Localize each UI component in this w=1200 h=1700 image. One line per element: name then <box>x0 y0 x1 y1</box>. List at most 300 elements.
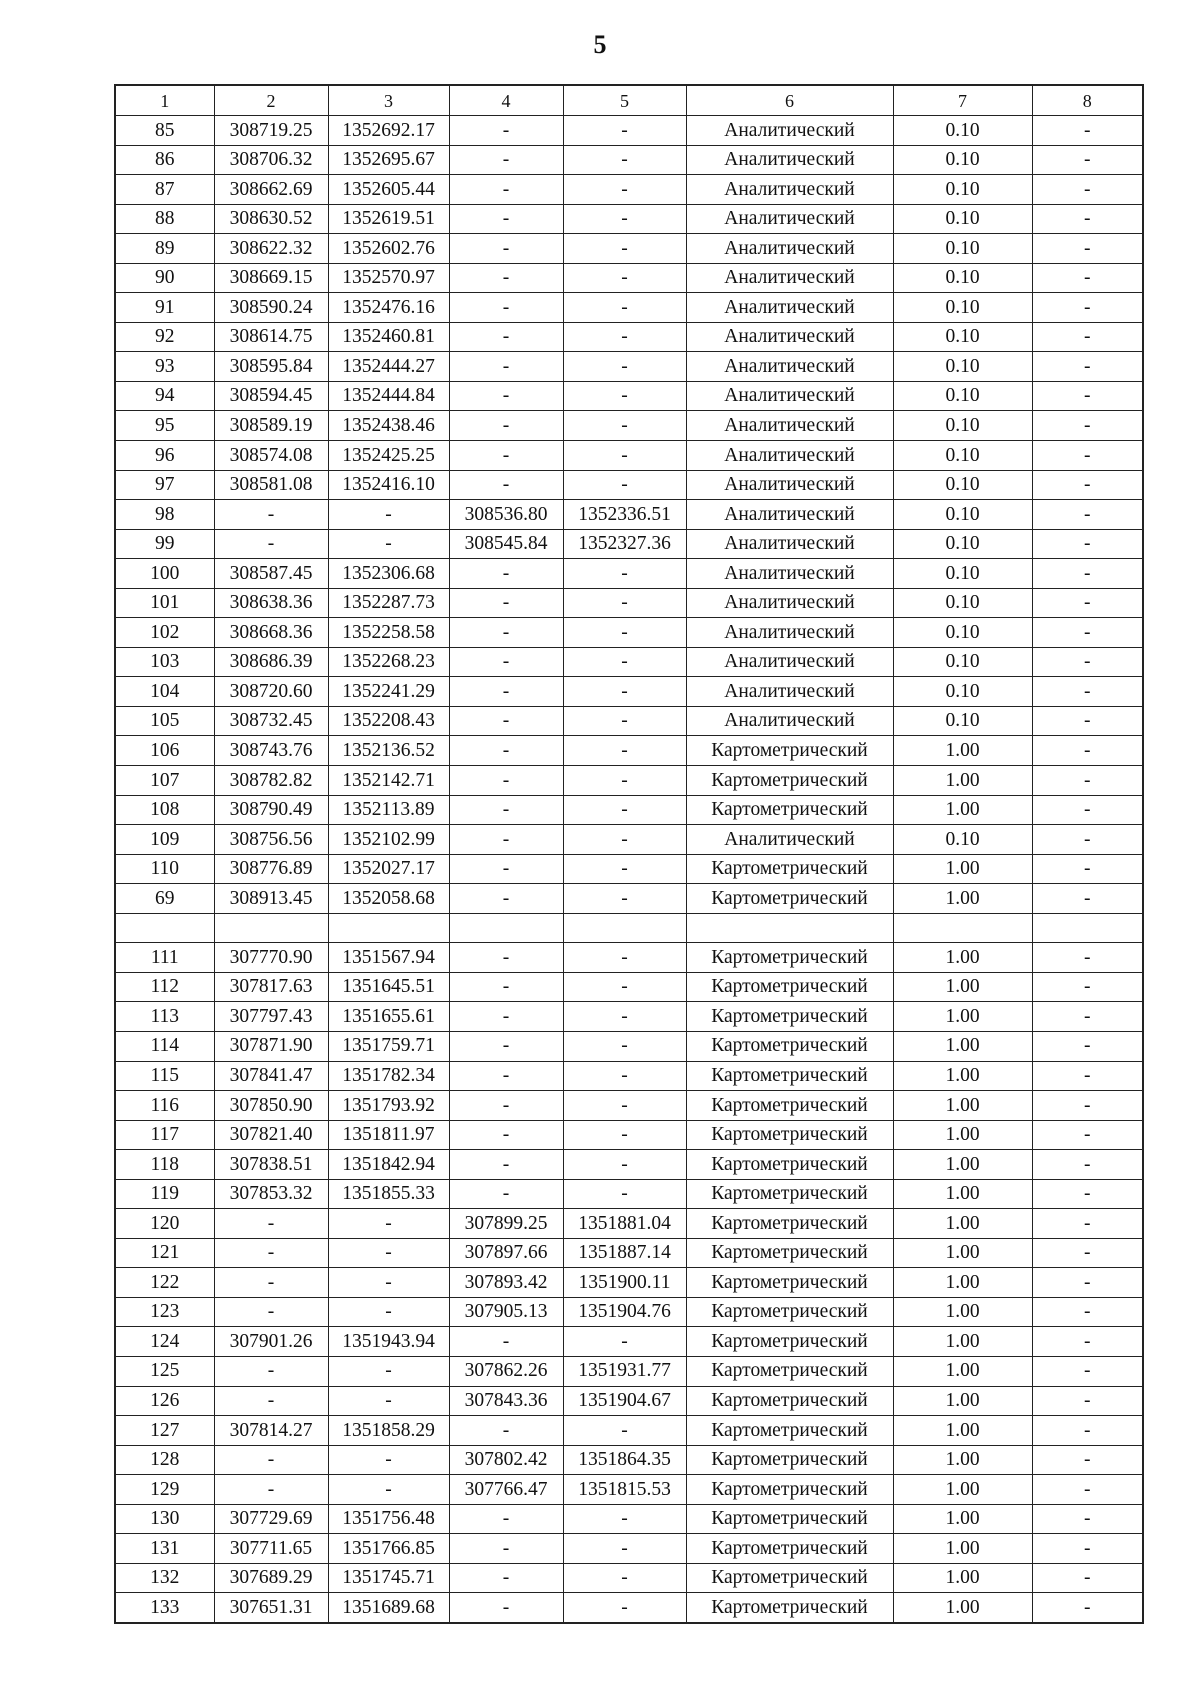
description-cell: - <box>1032 854 1143 884</box>
accuracy-cell: 1.00 <box>893 1475 1032 1505</box>
x-coordinate-cell: - <box>214 1445 328 1475</box>
y-coordinate-cell: - <box>328 1209 449 1239</box>
table-row <box>115 411 1143 441</box>
column-header: 7 <box>893 85 1032 116</box>
point-number-cell: 118 <box>115 1150 214 1180</box>
table-row <box>115 1031 1143 1061</box>
description-cell: - <box>1032 352 1143 382</box>
y-coordinate-cell: 1351759.71 <box>328 1031 449 1061</box>
x-coordinate-cell: 308614.75 <box>214 322 328 352</box>
accuracy-cell: 1.00 <box>893 736 1032 766</box>
x-coordinate-cell: - <box>214 1238 328 1268</box>
description-cell: - <box>1032 1416 1143 1446</box>
table-row <box>115 381 1143 411</box>
accuracy-cell: 0.10 <box>893 116 1032 146</box>
accuracy-cell: 1.00 <box>893 943 1032 973</box>
x-alt-coordinate-cell: - <box>449 145 563 175</box>
table-row <box>115 529 1143 559</box>
accuracy-cell: 1.00 <box>893 1209 1032 1239</box>
x-alt-coordinate-cell: - <box>449 352 563 382</box>
y-alt-coordinate-cell: - <box>563 618 686 648</box>
point-number-cell: 122 <box>115 1268 214 1298</box>
y-alt-coordinate-cell: 1351904.67 <box>563 1386 686 1416</box>
accuracy-cell: 1.00 <box>893 1534 1032 1564</box>
y-alt-coordinate-cell: - <box>563 234 686 264</box>
x-alt-coordinate-cell: 307766.47 <box>449 1475 563 1505</box>
y-coordinate-cell: 1352602.76 <box>328 234 449 264</box>
description-cell: - <box>1032 618 1143 648</box>
y-coordinate-cell: 1352425.25 <box>328 441 449 471</box>
x-alt-coordinate-cell: - <box>449 116 563 146</box>
point-number-cell: 105 <box>115 706 214 736</box>
x-coordinate-cell: 307871.90 <box>214 1031 328 1061</box>
method-cell: Картометрический <box>686 1504 893 1534</box>
y-alt-coordinate-cell: - <box>563 1150 686 1180</box>
method-cell: Картометрический <box>686 972 893 1002</box>
description-cell: - <box>1032 1297 1143 1327</box>
y-alt-coordinate-cell: - <box>563 1002 686 1032</box>
description-cell: - <box>1032 1120 1143 1150</box>
x-coordinate-cell: 308776.89 <box>214 854 328 884</box>
accuracy-cell: 0.10 <box>893 559 1032 589</box>
y-coordinate-cell: 1352058.68 <box>328 884 449 914</box>
point-number-cell: 110 <box>115 854 214 884</box>
accuracy-cell: 1.00 <box>893 1386 1032 1416</box>
description-cell: - <box>1032 1091 1143 1121</box>
x-alt-coordinate-cell: - <box>449 1416 563 1446</box>
method-cell: Аналитический <box>686 825 893 855</box>
column-header: 1 <box>115 85 214 116</box>
x-coordinate-cell: - <box>214 1209 328 1239</box>
table-row <box>115 1327 1143 1357</box>
x-coordinate-cell: 307729.69 <box>214 1504 328 1534</box>
method-cell: Картометрический <box>686 1297 893 1327</box>
point-number-cell: 88 <box>115 204 214 234</box>
y-alt-coordinate-cell: - <box>563 706 686 736</box>
accuracy-cell: 0.10 <box>893 529 1032 559</box>
description-cell: - <box>1032 411 1143 441</box>
x-alt-coordinate-cell: - <box>449 972 563 1002</box>
point-number-cell: 128 <box>115 1445 214 1475</box>
method-cell: Картометрический <box>686 1563 893 1593</box>
method-cell: Картометрический <box>686 1268 893 1298</box>
method-cell: Аналитический <box>686 204 893 234</box>
accuracy-cell: 1.00 <box>893 1563 1032 1593</box>
point-number-cell: 86 <box>115 145 214 175</box>
method-cell: Картометрический <box>686 1593 893 1623</box>
table-row <box>115 204 1143 234</box>
x-coordinate-cell: 307770.90 <box>214 943 328 973</box>
x-coordinate-cell: 308913.45 <box>214 884 328 914</box>
accuracy-cell: 1.00 <box>893 972 1032 1002</box>
y-coordinate-cell: 1351782.34 <box>328 1061 449 1091</box>
y-alt-coordinate-cell: - <box>563 647 686 677</box>
point-number-cell: 97 <box>115 470 214 500</box>
x-coordinate-cell: - <box>214 1475 328 1505</box>
y-coordinate-cell: 1352142.71 <box>328 766 449 796</box>
x-coordinate-cell: 308743.76 <box>214 736 328 766</box>
y-alt-coordinate-cell: - <box>563 381 686 411</box>
y-alt-coordinate-cell: - <box>563 352 686 382</box>
y-coordinate-cell: 1352113.89 <box>328 795 449 825</box>
method-cell: Аналитический <box>686 647 893 677</box>
method-cell: Аналитический <box>686 470 893 500</box>
method-cell: Аналитический <box>686 116 893 146</box>
table-row <box>115 943 1143 973</box>
point-number-cell: 102 <box>115 618 214 648</box>
description-cell: - <box>1032 884 1143 914</box>
table-row <box>115 1002 1143 1032</box>
x-alt-coordinate-cell: - <box>449 647 563 677</box>
description-cell: - <box>1032 677 1143 707</box>
x-alt-coordinate-cell: - <box>449 1002 563 1032</box>
table-body <box>115 85 1143 1623</box>
x-coordinate-cell: 308587.45 <box>214 559 328 589</box>
method-cell: Аналитический <box>686 441 893 471</box>
x-alt-coordinate-cell: - <box>449 884 563 914</box>
x-alt-coordinate-cell: - <box>449 411 563 441</box>
point-number-cell: 119 <box>115 1179 214 1209</box>
description-cell: - <box>1032 1386 1143 1416</box>
point-number-cell: 114 <box>115 1031 214 1061</box>
method-cell: Картометрический <box>686 854 893 884</box>
y-alt-coordinate-cell: - <box>563 1091 686 1121</box>
table-row <box>115 1268 1143 1298</box>
description-cell: - <box>1032 1327 1143 1357</box>
accuracy-cell: 0.10 <box>893 441 1032 471</box>
x-coordinate-cell: 307689.29 <box>214 1563 328 1593</box>
x-coordinate-cell: 307853.32 <box>214 1179 328 1209</box>
x-alt-coordinate-cell: - <box>449 234 563 264</box>
table-row <box>115 1416 1143 1446</box>
y-coordinate-cell: 1351567.94 <box>328 943 449 973</box>
x-alt-coordinate-cell: - <box>449 1593 563 1623</box>
x-alt-coordinate-cell: 307802.42 <box>449 1445 563 1475</box>
x-alt-coordinate-cell: - <box>449 766 563 796</box>
method-cell: Картометрический <box>686 943 893 973</box>
y-coordinate-cell: 1352444.27 <box>328 352 449 382</box>
method-cell: Аналитический <box>686 529 893 559</box>
method-cell: Картометрический <box>686 1091 893 1121</box>
method-cell: Аналитический <box>686 411 893 441</box>
coordinates-table <box>114 84 1144 1624</box>
method-cell: Картометрический <box>686 1534 893 1564</box>
x-alt-coordinate-cell: - <box>449 1061 563 1091</box>
table-row <box>115 500 1143 530</box>
accuracy-cell: 1.00 <box>893 1593 1032 1623</box>
x-coordinate-cell: 308720.60 <box>214 677 328 707</box>
y-coordinate-cell: 1352416.10 <box>328 470 449 500</box>
point-number-cell: 104 <box>115 677 214 707</box>
x-coordinate-cell: 308732.45 <box>214 706 328 736</box>
table-row <box>115 1386 1143 1416</box>
table-row <box>115 1475 1143 1505</box>
method-cell: Картометрический <box>686 1120 893 1150</box>
x-coordinate-cell: 308589.19 <box>214 411 328 441</box>
y-alt-coordinate-cell: - <box>563 1120 686 1150</box>
x-alt-coordinate-cell: - <box>449 677 563 707</box>
x-coordinate-cell: 308790.49 <box>214 795 328 825</box>
y-coordinate-cell: - <box>328 529 449 559</box>
point-number-cell: 87 <box>115 175 214 205</box>
y-alt-coordinate-cell: - <box>563 470 686 500</box>
table-row <box>115 1179 1143 1209</box>
method-cell: Аналитический <box>686 706 893 736</box>
point-number-cell: 93 <box>115 352 214 382</box>
x-coordinate-cell: 308581.08 <box>214 470 328 500</box>
table-row <box>115 913 1143 943</box>
column-header: 2 <box>214 85 328 116</box>
y-coordinate-cell: 1352268.23 <box>328 647 449 677</box>
x-alt-coordinate-cell: - <box>449 175 563 205</box>
table-row <box>115 1297 1143 1327</box>
x-coordinate-cell: 308574.08 <box>214 441 328 471</box>
y-alt-coordinate-cell: - <box>563 204 686 234</box>
y-coordinate-cell: 1352306.68 <box>328 559 449 589</box>
x-alt-coordinate-cell: 307843.36 <box>449 1386 563 1416</box>
x-alt-coordinate-cell: - <box>449 943 563 973</box>
y-alt-coordinate-cell: - <box>563 441 686 471</box>
y-alt-coordinate-cell: - <box>563 293 686 323</box>
y-alt-coordinate-cell: - <box>563 854 686 884</box>
description-cell: - <box>1032 322 1143 352</box>
accuracy-cell: 1.00 <box>893 1091 1032 1121</box>
x-coordinate-cell: 307711.65 <box>214 1534 328 1564</box>
accuracy-cell: 0.10 <box>893 470 1032 500</box>
description-cell: - <box>1032 441 1143 471</box>
y-coordinate-cell: 1351793.92 <box>328 1091 449 1121</box>
y-alt-coordinate-cell: - <box>563 1563 686 1593</box>
table-row <box>115 647 1143 677</box>
point-number-cell: 113 <box>115 1002 214 1032</box>
accuracy-cell: 1.00 <box>893 884 1032 914</box>
point-number-cell: 100 <box>115 559 214 589</box>
accuracy-cell: 1.00 <box>893 1504 1032 1534</box>
y-coordinate-cell: 1352692.17 <box>328 116 449 146</box>
x-coordinate-cell: 308782.82 <box>214 766 328 796</box>
y-coordinate-cell: 1351655.61 <box>328 1002 449 1032</box>
description-cell <box>1032 913 1143 943</box>
y-coordinate-cell: 1352476.16 <box>328 293 449 323</box>
x-coordinate-cell: 308595.84 <box>214 352 328 382</box>
y-coordinate-cell: 1351811.97 <box>328 1120 449 1150</box>
x-coordinate-cell: 308630.52 <box>214 204 328 234</box>
accuracy-cell: 1.00 <box>893 1238 1032 1268</box>
y-coordinate-cell: - <box>328 1297 449 1327</box>
description-cell: - <box>1032 529 1143 559</box>
x-coordinate-cell: - <box>214 1268 328 1298</box>
y-coordinate-cell: 1352287.73 <box>328 588 449 618</box>
x-coordinate-cell: 308686.39 <box>214 647 328 677</box>
table-row <box>115 1238 1143 1268</box>
description-cell: - <box>1032 1445 1143 1475</box>
x-coordinate-cell: 308662.69 <box>214 175 328 205</box>
y-alt-coordinate-cell: - <box>563 943 686 973</box>
description-cell: - <box>1032 766 1143 796</box>
column-header: 8 <box>1032 85 1143 116</box>
point-number-cell: 108 <box>115 795 214 825</box>
table-row <box>115 1445 1143 1475</box>
x-coordinate-cell: - <box>214 1386 328 1416</box>
method-cell: Картометрический <box>686 1209 893 1239</box>
method-cell: Картометрический <box>686 1327 893 1357</box>
table-row <box>115 470 1143 500</box>
point-number-cell: 124 <box>115 1327 214 1357</box>
table-row <box>115 1593 1143 1623</box>
description-cell: - <box>1032 1593 1143 1623</box>
x-coordinate-cell: 308590.24 <box>214 293 328 323</box>
accuracy-cell: 0.10 <box>893 411 1032 441</box>
accuracy-cell: 0.10 <box>893 500 1032 530</box>
accuracy-cell: 0.10 <box>893 322 1032 352</box>
x-alt-coordinate-cell: - <box>449 825 563 855</box>
x-coordinate-cell: 307817.63 <box>214 972 328 1002</box>
method-cell: Картометрический <box>686 1445 893 1475</box>
x-alt-coordinate-cell <box>449 913 563 943</box>
x-alt-coordinate-cell: 307893.42 <box>449 1268 563 1298</box>
accuracy-cell: 0.10 <box>893 293 1032 323</box>
y-alt-coordinate-cell: - <box>563 116 686 146</box>
x-coordinate-cell <box>214 913 328 943</box>
accuracy-cell: 1.00 <box>893 1002 1032 1032</box>
description-cell: - <box>1032 234 1143 264</box>
description-cell: - <box>1032 588 1143 618</box>
method-cell: Аналитический <box>686 293 893 323</box>
point-number-cell: 99 <box>115 529 214 559</box>
method-cell: Аналитический <box>686 322 893 352</box>
x-coordinate-cell: - <box>214 529 328 559</box>
x-coordinate-cell: 308756.56 <box>214 825 328 855</box>
x-coordinate-cell: 308719.25 <box>214 116 328 146</box>
table-row <box>115 145 1143 175</box>
column-header: 4 <box>449 85 563 116</box>
y-alt-coordinate-cell: - <box>563 884 686 914</box>
x-alt-coordinate-cell: 308536.80 <box>449 500 563 530</box>
description-cell: - <box>1032 736 1143 766</box>
x-coordinate-cell: 308668.36 <box>214 618 328 648</box>
y-coordinate-cell: 1352258.58 <box>328 618 449 648</box>
point-number-cell: 133 <box>115 1593 214 1623</box>
table-row <box>115 175 1143 205</box>
table-row <box>115 766 1143 796</box>
method-cell: Картометрический <box>686 1416 893 1446</box>
method-cell <box>686 913 893 943</box>
accuracy-cell: 1.00 <box>893 1297 1032 1327</box>
column-header: 6 <box>686 85 893 116</box>
method-cell: Аналитический <box>686 175 893 205</box>
x-alt-coordinate-cell: - <box>449 1327 563 1357</box>
table-row <box>115 588 1143 618</box>
x-alt-coordinate-cell: - <box>449 1563 563 1593</box>
y-coordinate-cell: - <box>328 1356 449 1386</box>
x-alt-coordinate-cell: 307905.13 <box>449 1297 563 1327</box>
y-coordinate-cell: 1352619.51 <box>328 204 449 234</box>
point-number-cell: 101 <box>115 588 214 618</box>
x-alt-coordinate-cell: - <box>449 1150 563 1180</box>
accuracy-cell: 1.00 <box>893 1061 1032 1091</box>
y-coordinate-cell: - <box>328 500 449 530</box>
point-number-cell: 130 <box>115 1504 214 1534</box>
point-number-cell: 98 <box>115 500 214 530</box>
y-alt-coordinate-cell: - <box>563 766 686 796</box>
description-cell: - <box>1032 470 1143 500</box>
table-row <box>115 352 1143 382</box>
point-number-cell: 69 <box>115 884 214 914</box>
description-cell: - <box>1032 972 1143 1002</box>
y-coordinate-cell <box>328 913 449 943</box>
point-number-cell: 132 <box>115 1563 214 1593</box>
y-coordinate-cell: 1352136.52 <box>328 736 449 766</box>
accuracy-cell: 0.10 <box>893 234 1032 264</box>
x-alt-coordinate-cell: - <box>449 1120 563 1150</box>
point-number-cell: 111 <box>115 943 214 973</box>
accuracy-cell: 1.00 <box>893 1268 1032 1298</box>
method-cell: Картометрический <box>686 1150 893 1180</box>
method-cell: Аналитический <box>686 559 893 589</box>
x-alt-coordinate-cell: - <box>449 1534 563 1564</box>
y-coordinate-cell: 1352438.46 <box>328 411 449 441</box>
x-alt-coordinate-cell: 308545.84 <box>449 529 563 559</box>
y-alt-coordinate-cell: 1352336.51 <box>563 500 686 530</box>
accuracy-cell <box>893 913 1032 943</box>
description-cell: - <box>1032 1209 1143 1239</box>
table-row <box>115 1504 1143 1534</box>
description-cell: - <box>1032 795 1143 825</box>
method-cell: Картометрический <box>686 766 893 796</box>
table-row <box>115 1120 1143 1150</box>
description-cell: - <box>1032 1150 1143 1180</box>
y-coordinate-cell: 1351842.94 <box>328 1150 449 1180</box>
x-alt-coordinate-cell: 307862.26 <box>449 1356 563 1386</box>
y-coordinate-cell: 1351689.68 <box>328 1593 449 1623</box>
table-row <box>115 618 1143 648</box>
point-number-cell: 92 <box>115 322 214 352</box>
y-coordinate-cell: 1352444.84 <box>328 381 449 411</box>
y-coordinate-cell: 1352102.99 <box>328 825 449 855</box>
y-alt-coordinate-cell <box>563 913 686 943</box>
x-coordinate-cell: - <box>214 500 328 530</box>
y-alt-coordinate-cell: - <box>563 972 686 1002</box>
column-header: 5 <box>563 85 686 116</box>
x-coordinate-cell: 307838.51 <box>214 1150 328 1180</box>
table-row <box>115 1209 1143 1239</box>
description-cell: - <box>1032 1534 1143 1564</box>
y-alt-coordinate-cell: - <box>563 1327 686 1357</box>
y-coordinate-cell: - <box>328 1238 449 1268</box>
point-number-cell: 96 <box>115 441 214 471</box>
y-coordinate-cell: 1352208.43 <box>328 706 449 736</box>
table-row <box>115 559 1143 589</box>
y-alt-coordinate-cell: 1351864.35 <box>563 1445 686 1475</box>
point-number-cell: 129 <box>115 1475 214 1505</box>
x-alt-coordinate-cell: - <box>449 322 563 352</box>
y-alt-coordinate-cell: 1351931.77 <box>563 1356 686 1386</box>
table-row <box>115 322 1143 352</box>
y-alt-coordinate-cell: - <box>563 263 686 293</box>
x-coordinate-cell: 308622.32 <box>214 234 328 264</box>
y-coordinate-cell: 1351858.29 <box>328 1416 449 1446</box>
x-coordinate-cell: 307797.43 <box>214 1002 328 1032</box>
accuracy-cell: 1.00 <box>893 1150 1032 1180</box>
description-cell: - <box>1032 1504 1143 1534</box>
method-cell: Аналитический <box>686 618 893 648</box>
x-alt-coordinate-cell: - <box>449 441 563 471</box>
point-number-cell: 107 <box>115 766 214 796</box>
point-number-cell: 89 <box>115 234 214 264</box>
y-alt-coordinate-cell: 1351904.76 <box>563 1297 686 1327</box>
y-alt-coordinate-cell: 1352327.36 <box>563 529 686 559</box>
method-cell: Картометрический <box>686 795 893 825</box>
